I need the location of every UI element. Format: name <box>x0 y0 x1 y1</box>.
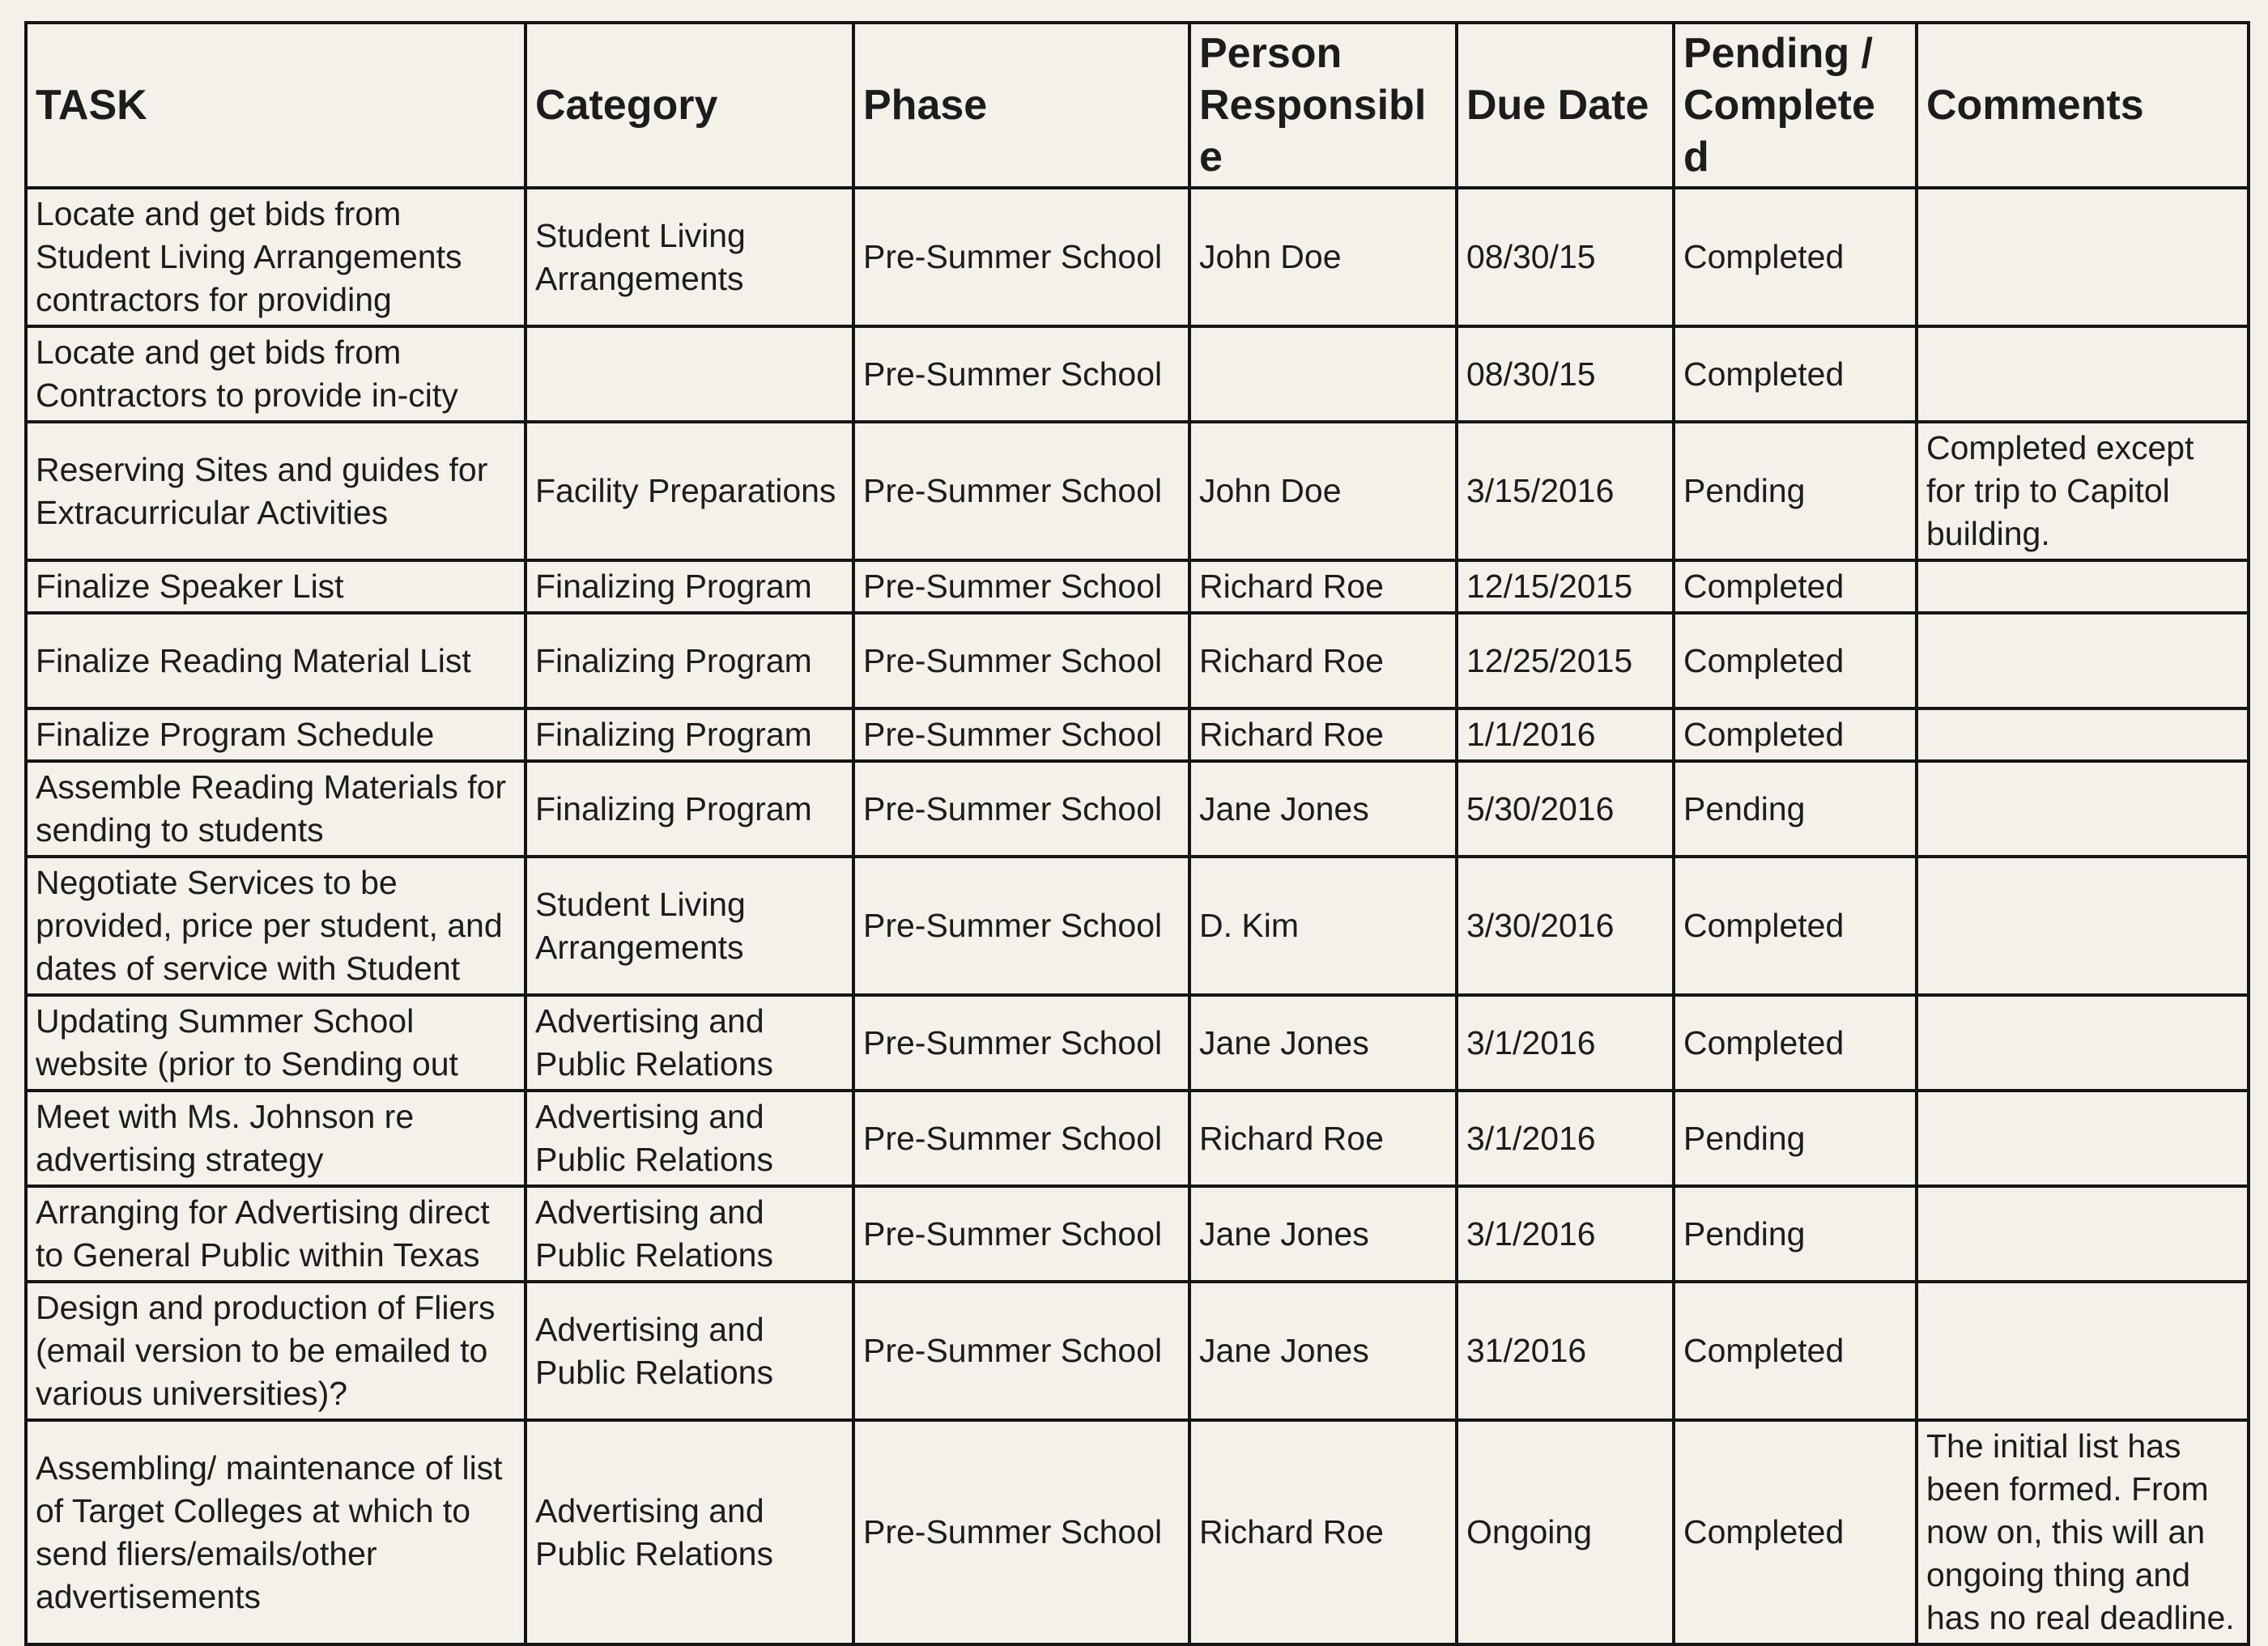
status-cell: Completed <box>1674 1282 1917 1420</box>
phase-cell: Pre-Summer School <box>853 326 1189 422</box>
phase-cell: Pre-Summer School <box>853 857 1189 995</box>
status-cell: Pending <box>1674 761 1917 857</box>
header-due-date: Due Date <box>1457 23 1674 188</box>
phase-cell: Pre-Summer School <box>853 1420 1189 1644</box>
table-row <box>26 326 2249 422</box>
header-phase: Phase <box>853 23 1189 188</box>
due-date-cell: 12/25/2015 <box>1457 613 1674 708</box>
table-row <box>26 560 2249 613</box>
task-cell: Arranging for Advertising direct to General Public within Texas <box>26 1186 526 1282</box>
category-cell: Advertising and Public Relations <box>526 1186 853 1282</box>
person-cell: Richard Roe <box>1189 613 1457 708</box>
header-person-responsible: Person Responsibl e <box>1189 23 1457 188</box>
task-tracking-sheet <box>24 21 2247 1636</box>
comments-cell: The initial list has been formed. From now on, this will an ongoing thing and has no real deadline. <box>1917 1420 2249 1644</box>
person-cell: Jane Jones <box>1189 1186 1457 1282</box>
category-cell: Advertising and Public Relations <box>526 1282 853 1420</box>
status-cell: Completed <box>1674 188 1917 326</box>
header-row <box>26 23 2249 188</box>
category-cell: Advertising and Public Relations <box>526 1420 853 1644</box>
phase-cell: Pre-Summer School <box>853 613 1189 708</box>
person-cell: Jane Jones <box>1189 1282 1457 1420</box>
task-cell: Finalize Program Schedule <box>26 708 526 761</box>
category-cell: Finalizing Program <box>526 560 853 613</box>
status-cell: Pending <box>1674 1091 1917 1186</box>
table-row <box>26 761 2249 857</box>
category-cell: Advertising and Public Relations <box>526 1091 853 1186</box>
status-cell: Pending <box>1674 422 1917 560</box>
status-cell: Completed <box>1674 613 1917 708</box>
table-row <box>26 422 2249 560</box>
person-cell: Jane Jones <box>1189 761 1457 857</box>
category-cell: Facility Preparations <box>526 422 853 560</box>
category-cell <box>526 326 853 422</box>
table-row <box>26 1091 2249 1186</box>
due-date-cell: 1/1/2016 <box>1457 708 1674 761</box>
table-row <box>26 857 2249 995</box>
status-cell: Completed <box>1674 326 1917 422</box>
person-cell <box>1189 326 1457 422</box>
table-row <box>26 1186 2249 1282</box>
comments-cell <box>1917 708 2249 761</box>
person-cell: Richard Roe <box>1189 1091 1457 1186</box>
table-row <box>26 1420 2249 1644</box>
comments-cell <box>1917 1091 2249 1186</box>
phase-cell: Pre-Summer School <box>853 422 1189 560</box>
comments-cell <box>1917 1282 2249 1420</box>
task-cell: Assemble Reading Materials for sending to students <box>26 761 526 857</box>
person-cell: D. Kim <box>1189 857 1457 995</box>
task-cell: Design and production of Fliers (email version to be emailed to various universities)? <box>26 1282 526 1420</box>
comments-cell <box>1917 995 2249 1091</box>
table-row <box>26 1282 2249 1420</box>
task-table <box>24 21 2250 1646</box>
status-cell: Pending <box>1674 1186 1917 1282</box>
due-date-cell: 3/30/2016 <box>1457 857 1674 995</box>
category-cell: Finalizing Program <box>526 613 853 708</box>
phase-cell: Pre-Summer School <box>853 1282 1189 1420</box>
status-cell: Completed <box>1674 995 1917 1091</box>
comments-cell: Completed except for trip to Capitol building. <box>1917 422 2249 560</box>
comments-cell <box>1917 326 2249 422</box>
phase-cell: Pre-Summer School <box>853 560 1189 613</box>
comments-cell <box>1917 188 2249 326</box>
person-cell: Richard Roe <box>1189 1420 1457 1644</box>
status-cell: Completed <box>1674 708 1917 761</box>
table-row <box>26 188 2249 326</box>
person-cell: Jane Jones <box>1189 995 1457 1091</box>
category-cell: Finalizing Program <box>526 761 853 857</box>
task-cell: Locate and get bids from Student Living Arrangements contractors for providing <box>26 188 526 326</box>
due-date-cell: 3/1/2016 <box>1457 1091 1674 1186</box>
due-date-cell: 5/30/2016 <box>1457 761 1674 857</box>
category-cell: Student Living Arrangements <box>526 857 853 995</box>
due-date-cell: 3/1/2016 <box>1457 1186 1674 1282</box>
comments-cell <box>1917 613 2249 708</box>
comments-cell <box>1917 560 2249 613</box>
task-cell: Updating Summer School website (prior to Sending out <box>26 995 526 1091</box>
phase-cell: Pre-Summer School <box>853 1091 1189 1186</box>
table-row <box>26 613 2249 708</box>
task-cell: Reserving Sites and guides for Extracurricular Activities <box>26 422 526 560</box>
person-cell: Richard Roe <box>1189 560 1457 613</box>
task-cell: Finalize Reading Material List <box>26 613 526 708</box>
status-cell: Completed <box>1674 857 1917 995</box>
person-cell: Richard Roe <box>1189 708 1457 761</box>
category-cell: Student Living Arrangements <box>526 188 853 326</box>
table-row <box>26 995 2249 1091</box>
category-cell: Advertising and Public Relations <box>526 995 853 1091</box>
phase-cell: Pre-Summer School <box>853 995 1189 1091</box>
phase-cell: Pre-Summer School <box>853 708 1189 761</box>
table-row <box>26 708 2249 761</box>
task-cell: Meet with Ms. Johnson re advertising strategy <box>26 1091 526 1186</box>
status-cell: Completed <box>1674 560 1917 613</box>
phase-cell: Pre-Summer School <box>853 188 1189 326</box>
due-date-cell: 08/30/15 <box>1457 326 1674 422</box>
person-cell: John Doe <box>1189 422 1457 560</box>
due-date-cell: 3/15/2016 <box>1457 422 1674 560</box>
task-cell: Locate and get bids from Contractors to provide in-city <box>26 326 526 422</box>
header-status: Pending / Complete d <box>1674 23 1917 188</box>
task-cell: Assembling/ maintenance of list of Target Colleges at which to send fliers/emails/other advertisements <box>26 1420 526 1644</box>
person-cell: John Doe <box>1189 188 1457 326</box>
task-cell: Finalize Speaker List <box>26 560 526 613</box>
phase-cell: Pre-Summer School <box>853 1186 1189 1282</box>
comments-cell <box>1917 857 2249 995</box>
comments-cell <box>1917 761 2249 857</box>
phase-cell: Pre-Summer School <box>853 761 1189 857</box>
due-date-cell: 31/2016 <box>1457 1282 1674 1420</box>
header-category: Category <box>526 23 853 188</box>
task-cell: Negotiate Services to be provided, price per student, and dates of service with Student <box>26 857 526 995</box>
header-task: TASK <box>26 23 526 188</box>
due-date-cell: Ongoing <box>1457 1420 1674 1644</box>
header-comments: Comments <box>1917 23 2249 188</box>
due-date-cell: 08/30/15 <box>1457 188 1674 326</box>
status-cell: Completed <box>1674 1420 1917 1644</box>
category-cell: Finalizing Program <box>526 708 853 761</box>
due-date-cell: 3/1/2016 <box>1457 995 1674 1091</box>
due-date-cell: 12/15/2015 <box>1457 560 1674 613</box>
comments-cell <box>1917 1186 2249 1282</box>
